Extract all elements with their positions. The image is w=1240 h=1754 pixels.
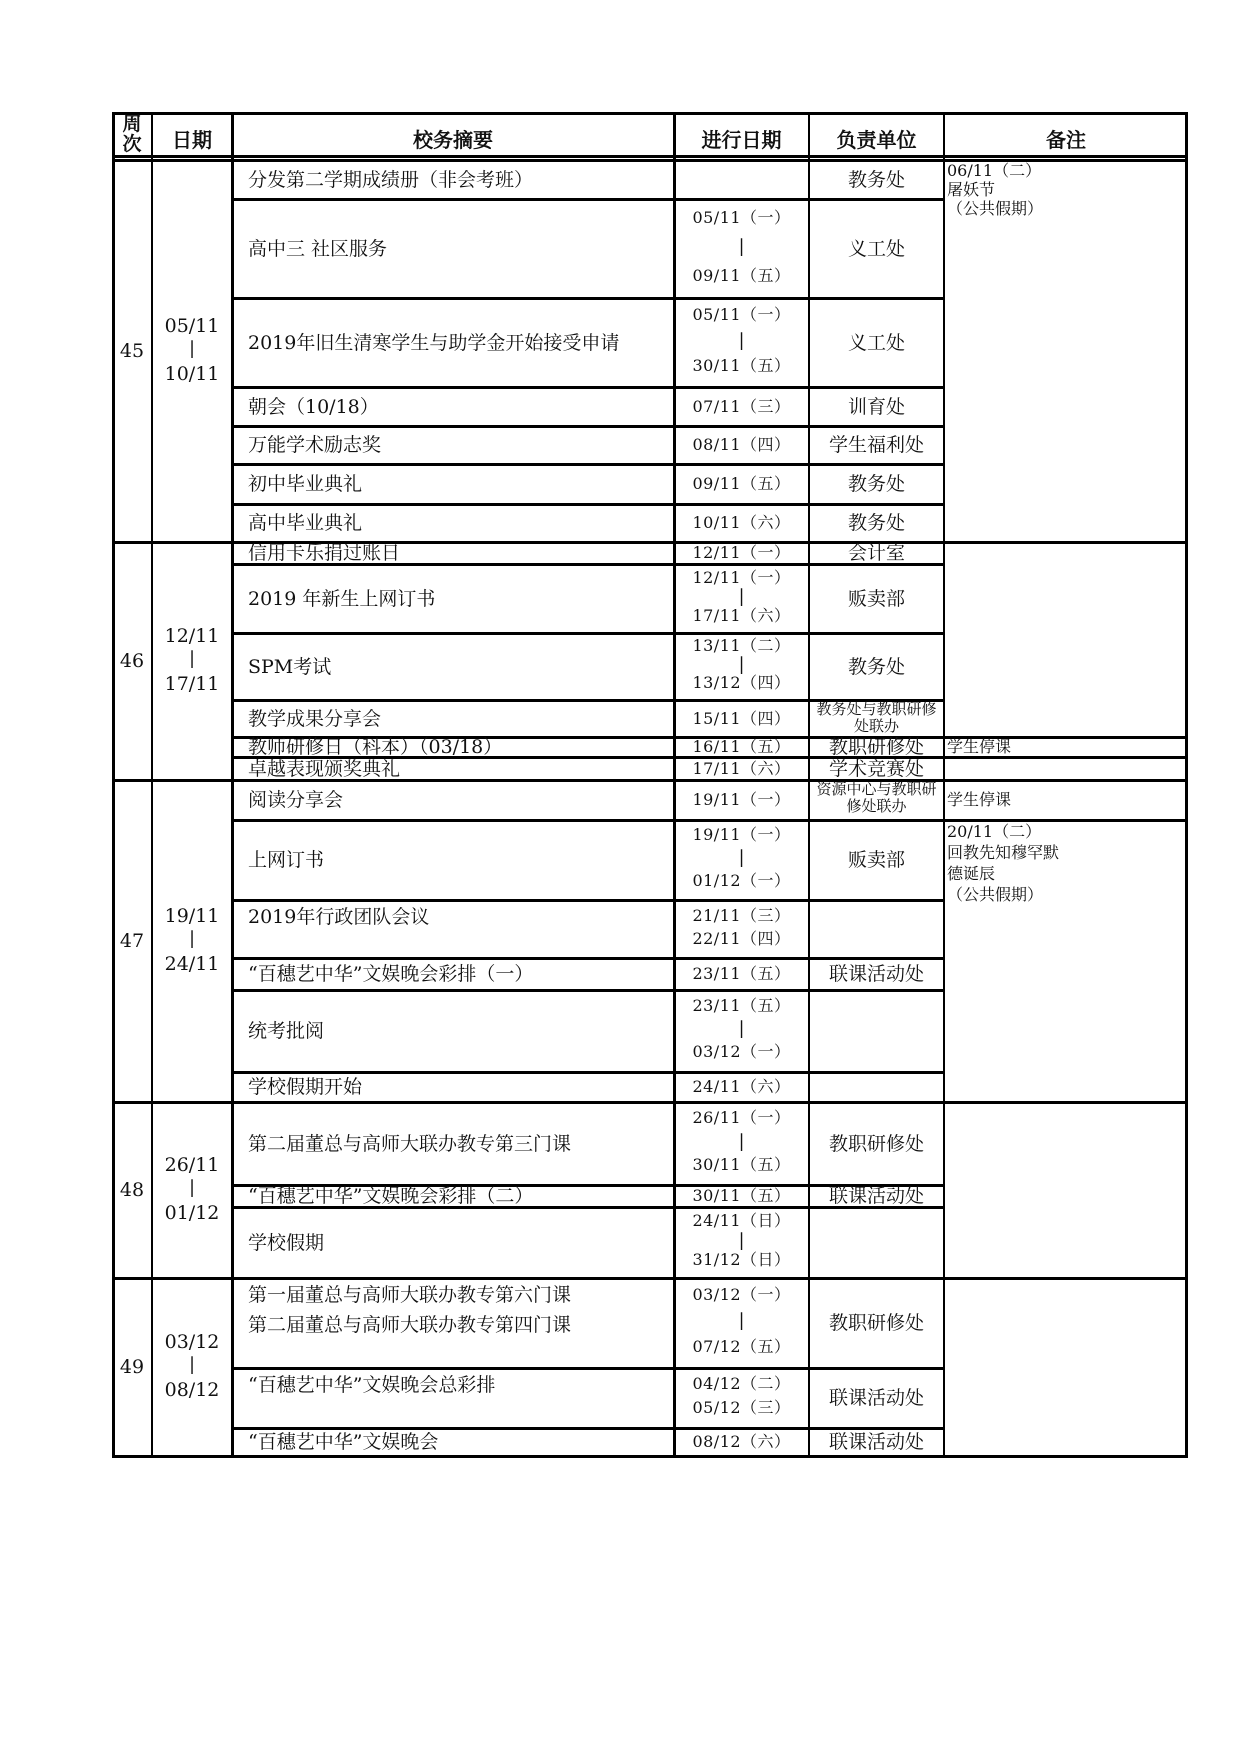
responsible-unit: 贩卖部 (847, 587, 905, 610)
responsible-unit: 教务处 (847, 168, 905, 191)
header-unit: 负责单位 (836, 128, 917, 152)
event-summary: 统考批阅 (248, 1020, 325, 1042)
event-date: 24/11（日） (692, 1210, 791, 1230)
responsible-unit: 贩卖部 (847, 849, 905, 871)
remark-note: 回教先知穆罕默 (947, 843, 1060, 862)
responsible-unit: 资源中心与教职研 (816, 780, 937, 798)
remark-note: 德诞辰 (947, 864, 996, 883)
week-number: 49 (119, 1356, 145, 1378)
event-date: 03/12（一） (692, 1285, 791, 1304)
date-range-separator: | (738, 1229, 745, 1251)
school-calendar-table (112, 112, 1188, 1458)
date-range-separator: | (738, 235, 745, 257)
week-range-separator: | (188, 648, 196, 669)
responsible-unit: 训育处 (847, 395, 905, 418)
row-divider (232, 198, 944, 201)
row-divider (232, 386, 944, 389)
event-date: 04/12（二） (692, 1374, 791, 1393)
date-range-separator: | (738, 653, 745, 675)
week-number: 46 (119, 650, 145, 672)
event-date: 13/12（四） (692, 672, 791, 692)
row-divider (232, 297, 944, 300)
event-summary: 朝会（10/18） (248, 395, 379, 418)
event-date: 03/12（一） (692, 1042, 791, 1062)
event-date: 05/12（三） (692, 1398, 791, 1417)
event-summary: 万能学术励志奖 (248, 434, 382, 456)
row-divider (232, 425, 944, 428)
event-date: 15/11（四） (692, 708, 791, 728)
event-summary: 第一届董总与高师大联办教专第六门课 (248, 1284, 572, 1306)
event-summary: 分发第二学期成绩册（非会考班） (248, 168, 534, 191)
event-date: 10/11（六） (692, 513, 791, 532)
event-date: 26/11（一） (692, 1107, 791, 1127)
responsible-unit: 修处联办 (846, 797, 907, 815)
week-start-date: 19/11 (164, 905, 220, 927)
event-date: 12/11（一） (692, 567, 791, 587)
event-summary: 第二届董总与高师大联办教专第四门课 (248, 1314, 572, 1336)
event-summary: 第二届董总与高师大联办教专第三门课 (248, 1132, 572, 1155)
week-end-date: 08/12 (164, 1379, 220, 1401)
week-number: 48 (119, 1179, 145, 1201)
event-summary: 教学成果分享会 (248, 707, 382, 730)
date-range-separator: | (738, 585, 745, 607)
remark-note: （公共假期） (947, 199, 1044, 218)
event-date: 30/11（五） (692, 356, 791, 376)
week-number: 45 (119, 340, 145, 362)
week-start-date: 26/11 (164, 1154, 220, 1176)
event-date: 30/11（五） (692, 1186, 791, 1205)
table-frame (112, 112, 1188, 1458)
row-divider (232, 1367, 944, 1370)
week-divider (112, 1101, 1188, 1104)
event-summary: “百穗艺中华”文娱晚会总彩排 (248, 1374, 496, 1396)
row-divider (232, 957, 944, 960)
week-range-separator: | (188, 1177, 196, 1198)
responsible-unit: 教职研修处 (828, 1312, 924, 1334)
event-summary: “百穗艺中华”文娱晚会彩排（二） (248, 1185, 534, 1207)
week-divider (112, 1455, 1188, 1458)
row-divider (232, 819, 944, 822)
event-summary: 高中毕业典礼 (248, 512, 363, 534)
event-date: 31/12（日） (692, 1250, 791, 1270)
responsible-unit: 教务处与教职研修 (816, 700, 937, 718)
event-summary: “百穗艺中华”文娱晚会 (248, 1431, 439, 1453)
event-summary: 学校假期开始 (248, 1076, 363, 1098)
row-divider (232, 1071, 944, 1074)
date-range-separator: | (738, 1130, 745, 1152)
responsible-unit: 教职研修处 (828, 736, 924, 758)
event-summary: 上网订书 (248, 849, 325, 871)
event-date: 19/11（一） (692, 825, 791, 845)
event-summary: 卓越表现颁奖典礼 (248, 757, 401, 780)
date-range-separator: | (738, 1018, 745, 1039)
week-end-date: 17/11 (164, 673, 220, 695)
responsible-unit: 学生福利处 (828, 434, 924, 456)
date-range-separator: | (738, 329, 745, 351)
week-start-date: 03/12 (164, 1331, 220, 1353)
remark-note: （公共假期） (947, 885, 1044, 904)
responsible-unit: 联课活动处 (828, 1387, 924, 1409)
responsible-unit: 联课活动处 (828, 963, 924, 985)
responsible-unit: 义工处 (847, 331, 905, 354)
event-date: 09/11（五） (692, 474, 791, 493)
responsible-unit: 会计室 (847, 542, 905, 564)
week-end-date: 01/12 (164, 1202, 220, 1224)
event-date: 21/11（三） (692, 905, 791, 925)
event-summary: 2019 年新生上网订书 (248, 587, 436, 610)
header-week: 周次 (122, 113, 142, 155)
week-divider (112, 1277, 1188, 1280)
column-divider (151, 112, 153, 1458)
event-date: 19/11（一） (692, 790, 791, 809)
event-summary: “百穗艺中华”文娱晚会彩排（一） (248, 963, 534, 985)
event-date: 08/12（六） (692, 1432, 791, 1451)
remark-note: 学生停课 (947, 790, 1012, 809)
responsible-unit: 联课活动处 (828, 1431, 924, 1453)
remark-note: 学生停课 (947, 737, 1012, 756)
event-date: 01/12（一） (692, 870, 791, 890)
header-remark: 备注 (1046, 128, 1086, 152)
event-summary: 信用卡乐捐过账日 (248, 542, 401, 564)
event-summary: 高中三 社区服务 (248, 237, 388, 260)
row-divider (232, 463, 944, 466)
event-summary: 教师研修日（科本）（03/18） (248, 736, 503, 758)
remark-divider (944, 779, 1188, 782)
responsible-unit: 教务处 (847, 655, 905, 678)
responsible-unit: 义工处 (847, 237, 905, 260)
remark-note: 06/11（二） (947, 161, 1042, 180)
event-date: 05/11（一） (692, 304, 791, 324)
event-date: 07/12（五） (692, 1337, 791, 1356)
event-date: 16/11（五） (692, 737, 791, 756)
event-date: 17/11（六） (692, 605, 791, 625)
remark-note: 20/11（二） (947, 822, 1042, 841)
header-run-date: 进行日期 (701, 128, 782, 152)
event-summary: 阅读分享会 (248, 789, 344, 811)
event-date: 23/11（五） (692, 964, 791, 983)
event-summary: 2019年行政团队会议 (248, 906, 430, 928)
event-date: 09/11（五） (692, 265, 791, 285)
week-number: 47 (119, 930, 145, 952)
week-start-date: 12/11 (164, 625, 220, 647)
date-range-separator: | (738, 1310, 745, 1331)
event-summary: 学校假期 (248, 1231, 325, 1254)
event-summary: 2019年旧生清寒学生与助学金开始接受申请 (248, 331, 620, 354)
event-date: 07/11（三） (692, 396, 791, 416)
responsible-unit: 处联办 (853, 717, 899, 735)
responsible-unit: 联课活动处 (828, 1185, 924, 1207)
week-range-separator: | (188, 1354, 196, 1375)
row-divider (232, 899, 944, 902)
row-divider (232, 1427, 944, 1430)
responsible-unit: 教务处 (847, 473, 905, 495)
week-range-separator: | (188, 928, 196, 949)
event-date: 17/11（六） (692, 758, 791, 778)
header-divider (112, 155, 1188, 158)
event-date: 30/11（五） (692, 1155, 791, 1175)
date-range-separator: | (738, 847, 745, 868)
event-summary: SPM考试 (248, 655, 332, 678)
row-divider (232, 632, 944, 635)
event-date: 12/11（一） (692, 543, 791, 562)
week-end-date: 24/11 (164, 953, 220, 975)
responsible-unit: 教务处 (847, 512, 905, 534)
remark-note: 屠妖节 (947, 180, 996, 199)
responsible-unit: 学术竞赛处 (828, 757, 924, 780)
event-date: 24/11（六） (692, 1077, 791, 1096)
event-date: 23/11（五） (692, 995, 791, 1015)
row-divider (232, 989, 944, 992)
week-end-date: 10/11 (164, 363, 220, 385)
header-summary: 校务摘要 (413, 128, 493, 152)
event-date: 08/11（四） (692, 435, 791, 454)
responsible-unit: 教职研修处 (828, 1132, 924, 1155)
row-divider (232, 503, 944, 506)
event-summary: 初中毕业典礼 (248, 473, 363, 495)
week-range-separator: | (188, 338, 196, 359)
event-date: 13/11（二） (692, 636, 791, 656)
column-divider (231, 112, 234, 1458)
event-date: 05/11（一） (692, 207, 791, 227)
header-date: 日期 (172, 128, 212, 152)
event-date: 22/11（四） (692, 928, 791, 948)
week-start-date: 05/11 (164, 315, 220, 337)
